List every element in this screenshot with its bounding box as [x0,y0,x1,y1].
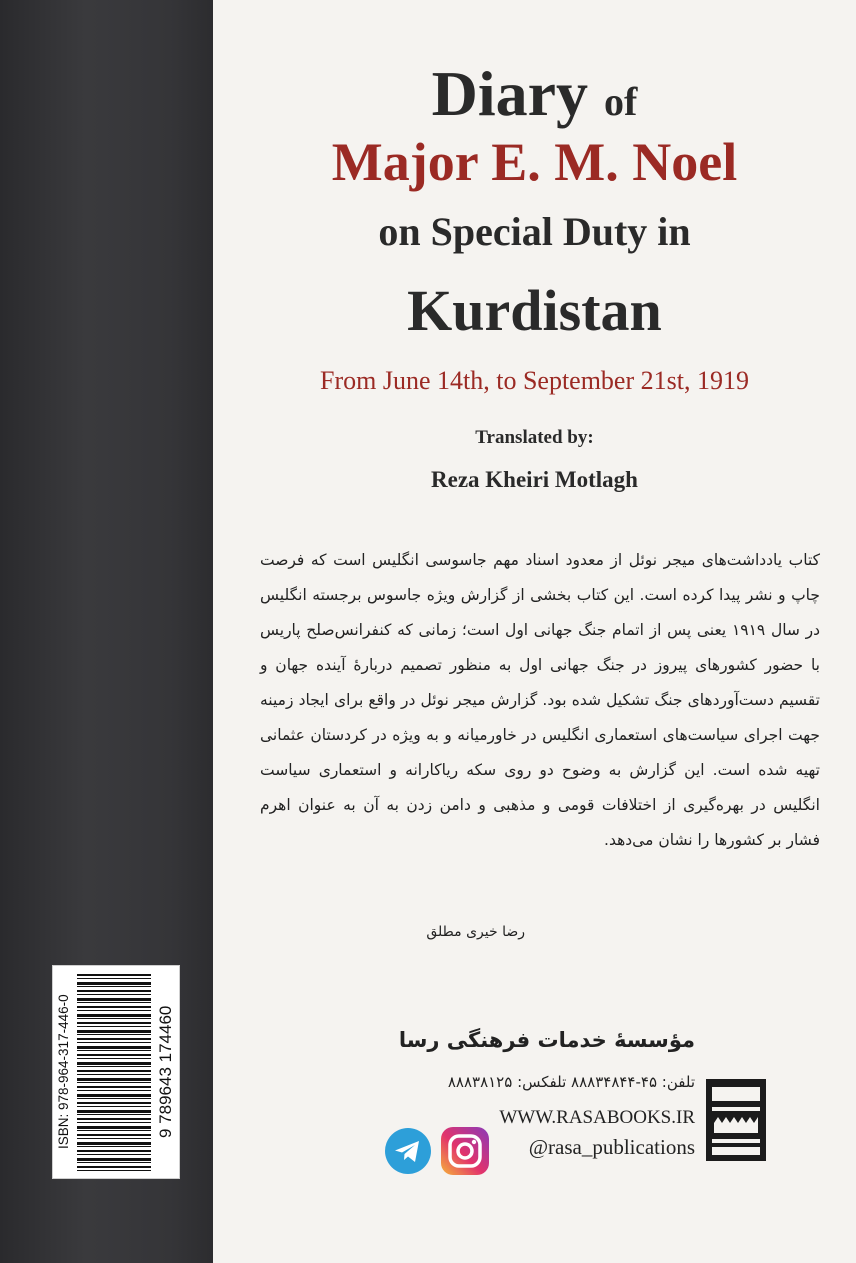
translator-label: Translated by: [475,427,594,448]
barcode-number: 9 789643 174460 [156,1005,175,1139]
publisher-phone: تلفن: ۴۵-۸۸۸۳۴۸۴۴ تلفکس: ۸۸۸۳۸۱۲۵ [447,1073,695,1091]
instagram-icon[interactable] [440,1126,490,1176]
rasa-logo [704,1077,768,1163]
title-author: Major E. M. Noel [331,132,738,192]
description-paragraph: کتاب یادداشت‌های میجر نوئل از معدود اسناد مهم جاسوسی انگلیس است که فرصت چاپ و نشر پیدا کرده است. این کتاب بخشی از گزارش ویژه جاسوس برجسته انگلیس در سال ۱۹۱۹ یعنی پس از اتمام جنگ جهانی اول است؛ زمانی که کنفرانس‌صلح پاریس با حضور کشورهای پیروز در جنگ جهانی اول به منظور تصمیم دربارهٔ آینده جهان و تقسیم دست‌آوردهای جنگ تشکیل شده بود. گزارش میجر نوئل در واقع برای ایجاد زمینه جهت اجرای سیاست‌های استعماری انگلیس در خاورمیانه و به ویژه در کردستان عثمانی تهیه شده است. این گزارش به وضوح دو روی سکه ریاکارانه و استعماری سیاست انگلیس در بهره‌گیری از اختلافات قومی و مذهبی و دامن زدن به آن به عنوان اهرم فشار بر کشورها را نشان می‌دهد. [260,551,820,849]
title-dates: From June 14th, to September 21st, 1919 [320,366,749,395]
barcode [52,965,180,1179]
title-place: Kurdistan [407,278,662,343]
barcode-bars [77,974,151,1172]
title-duty: on Special Duty in [378,209,691,254]
publisher-name: مؤسسهٔ خدمات فرهنگی رسا [398,1028,695,1052]
translator-name: Reza Kheiri Motlagh [431,467,638,492]
isbn-text: ISBN: 978-964-317-446-0 [56,994,71,1150]
telegram-icon[interactable] [384,1127,432,1175]
publisher-social-handle[interactable]: @rasa_publications [528,1135,695,1159]
publisher-website[interactable]: WWW.RASABOOKS.IR [499,1107,695,1128]
signature: رضا خیری مطلق [426,924,525,940]
title-diary: Diary of [431,58,638,129]
